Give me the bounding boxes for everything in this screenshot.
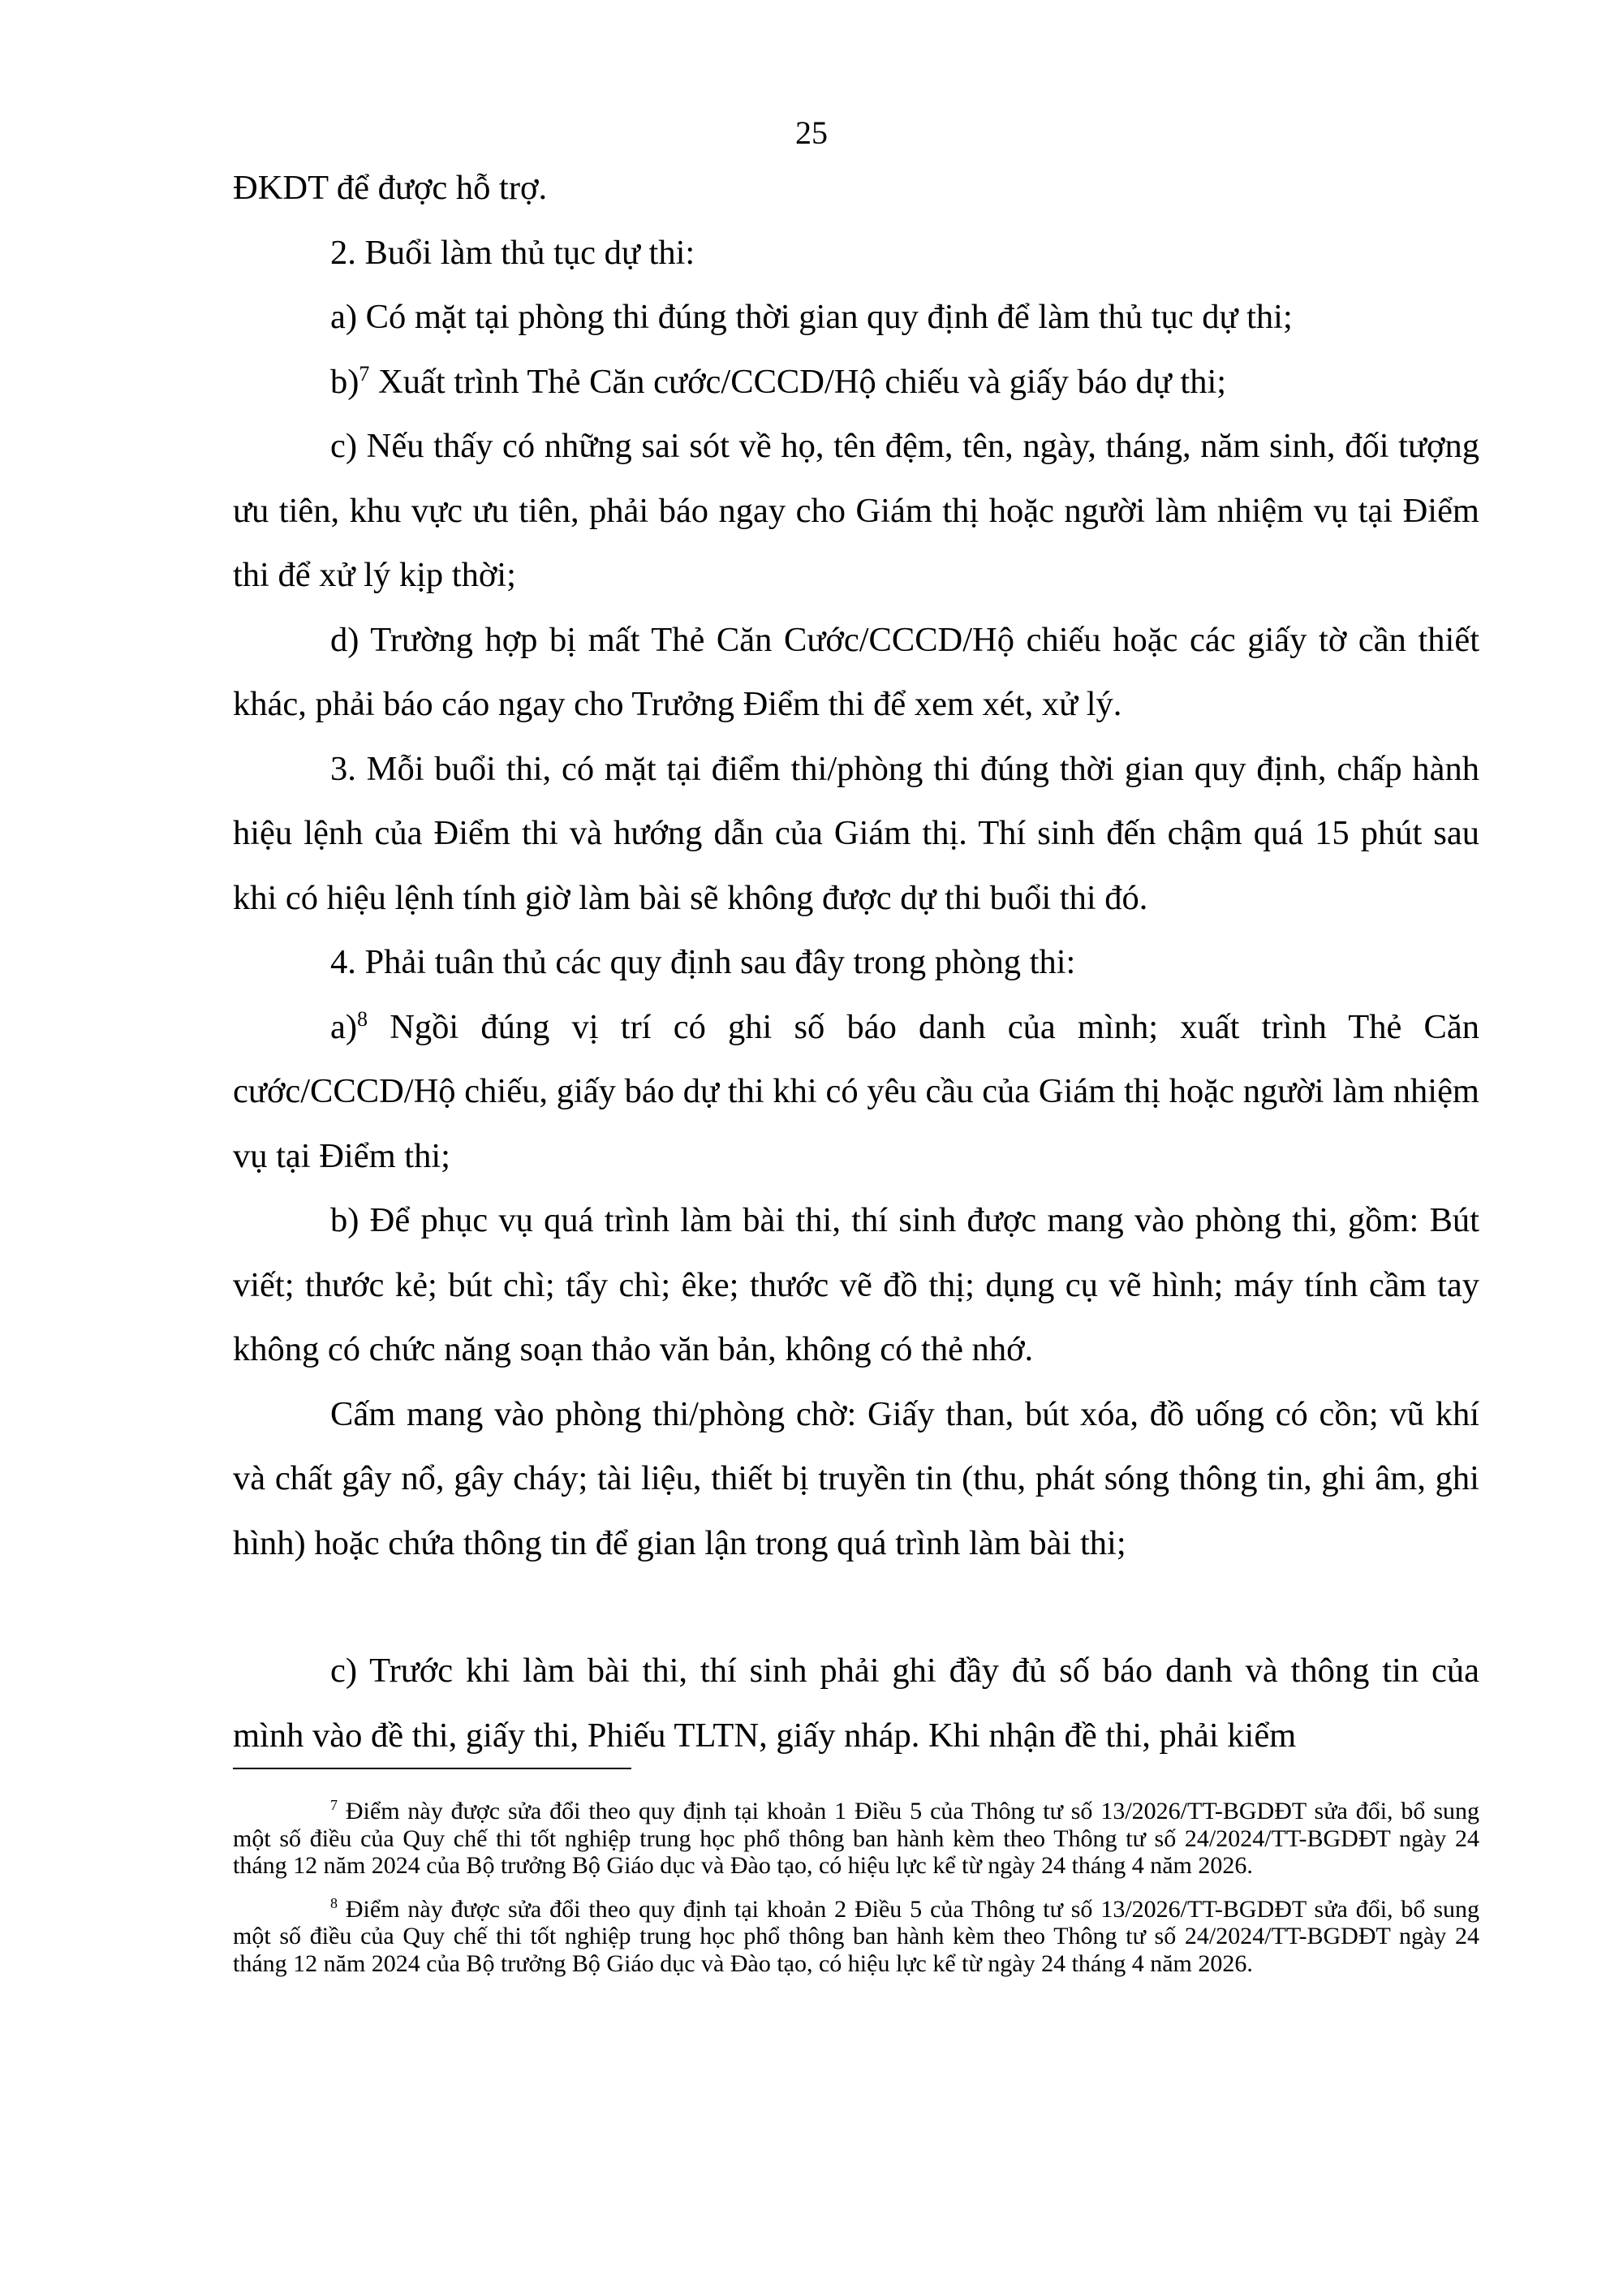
paragraph-2d: d) Trường hợp bị mất Thẻ Căn Cước/CCCD/Hộ chiếu hoặc các giấy tờ cần thiết khác, phải báo cáo ngay cho Trưởng Điểm thi để xem xét, xử lý. [233,620,1479,723]
paragraph-text: Xuất trình Thẻ Căn cước/CCCD/Hộ chiếu và giấy báo dự thi; [369,362,1227,401]
paragraph-section-3: 3. Mỗi buổi thi, có mặt tại điểm thi/phòng thi đúng thời gian quy định, chấp hành hiệu lệnh của Điểm thi và hướng dẫn của Giám thị. Thí sinh đến chậm quá 15 phút sau khi có hiệu lệnh tính giờ làm bài sẽ không được dự thi buổi thi đó. [233,749,1479,917]
paragraph-2a: a) Có mặt tại phòng thi đúng thời gian quy định để làm thủ tục dự thi; [330,298,1293,336]
paragraph-text: Ngồi đúng vị trí có ghi số báo danh của mình; xuất trình Thẻ Căn cước/CCCD/Hộ chiếu, giấy báo dự thi khi có yêu cầu của Giám thị hoặc người làm nhiệm vụ tại Điểm thi; [233,1007,1479,1175]
paragraph-section-2: 2. Buổi làm thủ tục dự thi: [330,233,695,272]
paragraph-4b: b) Để phục vụ quá trình làm bài thi, thí sinh được mang vào phòng thi, gồm: Bút viết; thước kẻ; bút chì; tẩy chì; êke; thước vẽ đồ thị; dụng cụ vẽ hình; máy tính cầm tay không có chức năng soạn thảo văn bản, không có thẻ nhớ. [233,1201,1479,1368]
footnote-text: Điểm này được sửa đổi theo quy định tại khoản 2 Điều 5 của Thông tư số 13/2026/TT-BGDĐT sửa đổi, bổ sung một số điều của Quy chế thi tốt nghiệp trung học phổ thông ban hành kèm theo Thông tư số 24/2024/TT-BGDĐT ngày 24 tháng 12 năm 2024 của Bộ trưởng Bộ Giáo dục và Đào tạo, có hiệu lực kể từ ngày 24 tháng 4 năm 2026. [233,1895,1479,1977]
paragraph-4a [233,995,1479,1189]
footnotes [233,1798,1479,1993]
paragraph-continuation: ĐKDT để được hỗ trợ. [233,169,548,207]
paragraph-label: a) [330,1007,358,1046]
paragraph-prohibited-items: Cấm mang vào phòng thi/phòng chờ: Giấy than, bút xóa, đồ uống có cồn; vũ khí và chất gây nổ, gây cháy; tài liệu, thiết bị truyền tin (thu, phát sóng thông tin, ghi âm, ghi hình) hoặc chứa thông tin để gian lận trong quá trình làm bài thi; [233,1394,1479,1562]
footnote-ref-8[interactable]: 8 [357,1006,368,1031]
footnote-text: Điểm này được sửa đổi theo quy định tại khoản 1 Điều 5 của Thông tư số 13/2026/TT-BGDĐT sửa đổi, bổ sung một số điều của Quy chế thi tốt nghiệp trung học phổ thông ban hành kèm theo Thông tư số 24/2024/TT-BGDĐT ngày 24 tháng 12 năm 2024 của Bộ trưởng Bộ Giáo dục và Đào tạo, có hiệu lực kể từ ngày 24 tháng 4 năm 2026. [233,1798,1479,1879]
footnote-ref-7[interactable]: 7 [359,361,370,386]
footnote-mark: 7 [330,1797,338,1813]
body-text [233,156,1479,1768]
paragraph-section-4: 4. Phải tuân thủ các quy định sau đây trong phòng thi: [330,943,1076,981]
paragraph-4c: c) Trước khi làm bài thi, thí sinh phải ghi đầy đủ số báo danh và thông tin của mình vào đề thi, giấy thi, Phiếu TLTN, giấy nháp. Khi nhận đề thi, phải kiểm [233,1652,1479,1755]
paragraph-2b [233,350,1479,415]
footnote-separator [233,1768,631,1769]
page-number: 25 [795,114,828,151]
paragraph-label: b) [330,362,359,401]
footnote-mark: 8 [330,1894,338,1911]
footnote-8 [233,1896,1479,1978]
footnote-7 [233,1798,1479,1880]
paragraph-2c: c) Nếu thấy có những sai sót về họ, tên đệm, tên, ngày, tháng, năm sinh, đối tượng ưu tiên, khu vực ưu tiên, phải báo ngay cho Giám thị hoặc người làm nhiệm vụ tại Điểm thi để xử lý kịp thời; [233,427,1479,594]
